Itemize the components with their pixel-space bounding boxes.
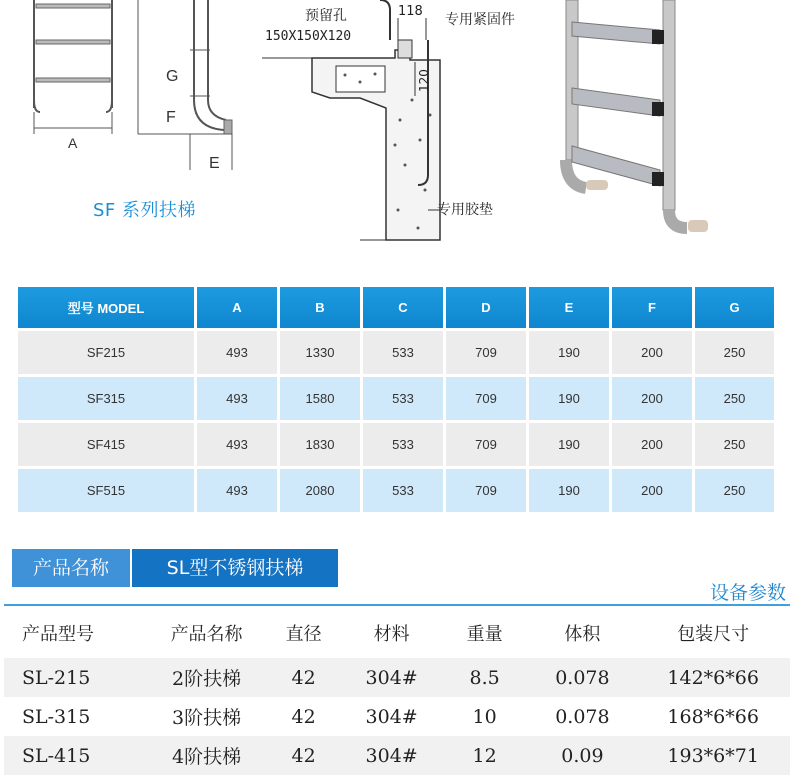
table-cell: 10 <box>472 705 497 728</box>
table-row <box>4 658 790 697</box>
table-cell: 533 <box>363 377 443 420</box>
sl-header-name: 产品名称 <box>170 624 243 645</box>
series-caption: SF 系列扶梯 <box>93 200 197 221</box>
table-row <box>4 736 790 775</box>
table-cell: 1830 <box>280 423 360 466</box>
table-cell: 533 <box>363 469 443 512</box>
table-row <box>4 697 790 736</box>
table-cell: SF515 <box>18 469 194 512</box>
table-cell: 0.078 <box>528 658 636 697</box>
rubber-pad-label: 专用胶垫 <box>437 202 493 218</box>
table-cell: 12 <box>441 736 529 775</box>
table-cell: 493 <box>197 377 277 420</box>
table-row <box>18 423 774 466</box>
sl-header-material: 材料 <box>373 624 410 645</box>
table-cell: SL-415 <box>4 736 148 775</box>
table-cell: SF215 <box>18 331 194 374</box>
sl-header-weight: 重量 <box>466 624 503 645</box>
dim-g-label: G <box>166 68 179 85</box>
sf-header-row <box>18 287 774 328</box>
table-row <box>18 377 774 420</box>
table-cell: 4阶扶梯 <box>148 736 264 775</box>
sf-header-c: C <box>363 287 443 328</box>
sf-header-e: E <box>529 287 609 328</box>
sl-header-volume: 体积 <box>564 624 601 645</box>
table-cell: SL-315 <box>22 705 91 728</box>
sl-header-package-size: 包装尺寸 <box>677 624 750 645</box>
table-cell: 1580 <box>280 377 360 420</box>
params-divider <box>4 604 790 606</box>
table-cell: 142*6*66 <box>636 658 790 697</box>
table-cell: 304# <box>343 736 441 775</box>
table-cell: 42 <box>265 736 343 775</box>
table-cell: 250 <box>695 331 774 374</box>
table-cell: 533 <box>363 423 443 466</box>
table-cell: 42 <box>265 658 343 697</box>
table-cell: 8.5 <box>441 658 529 697</box>
table-cell: 250 <box>695 377 774 420</box>
table-cell: 200 <box>612 423 692 466</box>
table-row <box>18 331 774 374</box>
table-cell: 2阶扶梯 <box>148 658 264 697</box>
reserved-hole-label: 预留孔 <box>305 8 347 24</box>
fastener-label: 专用紧固件 <box>445 12 515 28</box>
sf-header-d: D <box>446 287 526 328</box>
table-cell: 2080 <box>280 469 360 512</box>
ladder-photo <box>566 0 708 232</box>
sf-header-b: B <box>280 287 360 328</box>
sf-header-f: F <box>612 287 692 328</box>
table-cell: 190 <box>529 423 609 466</box>
table-cell: 709 <box>446 423 526 466</box>
table-cell: 1330 <box>280 331 360 374</box>
ladder-side-view <box>138 0 232 170</box>
product-name-label: 产品名称 <box>12 549 130 587</box>
table-cell: 709 <box>446 469 526 512</box>
table-cell: 200 <box>612 469 692 512</box>
sf-header-model: 型号 MODEL <box>18 287 194 328</box>
equipment-params-label: 设备参数 <box>709 582 786 604</box>
ladder-front-view <box>34 0 112 134</box>
table-cell: SF415 <box>18 423 194 466</box>
table-cell: 250 <box>695 423 774 466</box>
table-cell: 493 <box>197 469 277 512</box>
dim-a-label: A <box>68 135 78 151</box>
table-cell: 304# <box>365 705 418 728</box>
table-cell: 0.09 <box>528 736 636 775</box>
table-cell: 709 <box>446 377 526 420</box>
sf-header-a: A <box>197 287 277 328</box>
table-cell: 168*6*66 <box>667 705 759 728</box>
table-cell: 3阶扶梯 <box>172 707 242 729</box>
table-cell: 493 <box>197 331 277 374</box>
dim-f-label: F <box>166 109 176 126</box>
sl-header-diameter: 直径 <box>285 624 322 645</box>
dim-e-label: E <box>209 155 220 172</box>
sl-spec-table <box>4 608 790 775</box>
table-cell: 190 <box>529 469 609 512</box>
sf-spec-table <box>15 284 777 515</box>
dim-120-label: 120 <box>417 69 431 92</box>
table-cell: 190 <box>529 377 609 420</box>
table-cell: SL-215 <box>4 658 148 697</box>
table-cell: 0.078 <box>555 705 610 728</box>
table-cell: 193*6*71 <box>636 736 790 775</box>
table-row <box>18 469 774 512</box>
table-cell: 493 <box>197 423 277 466</box>
table-cell: 42 <box>291 705 316 728</box>
reserved-hole-size: 150X150X120 <box>265 29 352 44</box>
sl-header-row <box>4 608 790 658</box>
table-cell: 200 <box>612 331 692 374</box>
table-cell: 304# <box>343 658 441 697</box>
dim-118-label: 118 <box>398 4 423 19</box>
table-cell: 190 <box>529 331 609 374</box>
product-name-bar <box>12 549 338 587</box>
sl-header-model: 产品型号 <box>22 624 94 645</box>
table-cell: 200 <box>612 377 692 420</box>
table-cell: SF315 <box>18 377 194 420</box>
table-cell: 533 <box>363 331 443 374</box>
table-cell: 709 <box>446 331 526 374</box>
table-cell: 250 <box>695 469 774 512</box>
product-name-value: SL型不锈钢扶梯 <box>132 549 338 587</box>
sf-header-g: G <box>695 287 774 328</box>
